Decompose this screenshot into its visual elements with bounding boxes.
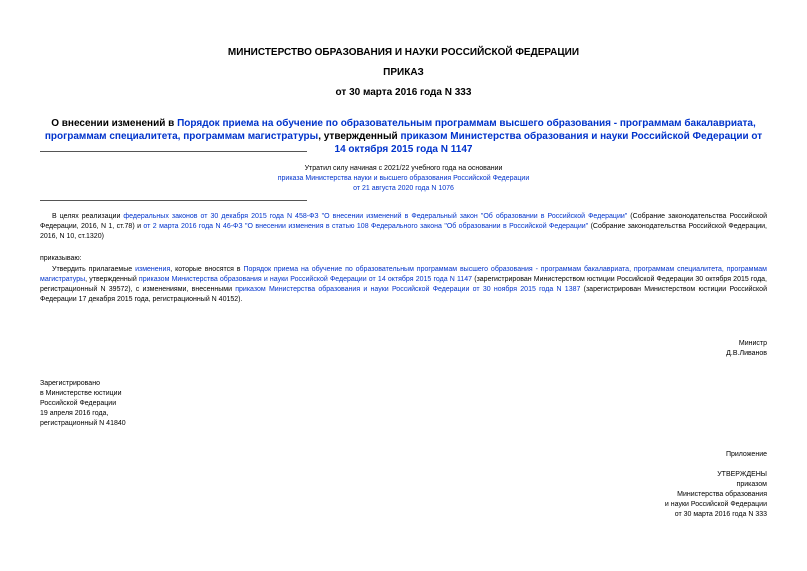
appendix-line-2: Министерства образования xyxy=(677,491,767,498)
registration-line-4: 19 апреля 2016 года, xyxy=(40,410,109,417)
title-prefix: О внесении изменений в xyxy=(51,118,178,129)
registration-line-5: регистрационный N 41840 xyxy=(40,420,126,427)
appendix-line-4: от 30 марта 2016 года N 333 xyxy=(674,511,767,518)
order-word: приказываю: xyxy=(40,255,82,262)
preamble-link-458fz[interactable]: федеральных законов от 30 декабря 2015 года N 458-ФЗ "О внесении изменений в Федеральный закон "Об образовании в Российской Федерации" xyxy=(123,213,628,220)
preamble-link-46fz[interactable]: от 2 марта 2016 года N 46-ФЗ "О внесении изменения в статью 108 Федерального закона "Об образовании в Российской Федерации" xyxy=(143,223,589,230)
appendix-approval-block xyxy=(665,470,767,520)
status-link-date[interactable]: от 21 августа 2020 года N 1076 xyxy=(353,185,454,192)
order-link-1387[interactable]: приказом Министерства образования и науки Российской Федерации от 30 ноября 2015 года N 1387 xyxy=(235,286,581,293)
appendix-label: Приложение xyxy=(725,451,767,458)
signature-position: Министр xyxy=(738,340,767,347)
document-type: ПРИКАЗ xyxy=(383,67,424,78)
appendix-line-3: и науки Российской Федерации xyxy=(664,501,767,508)
divider-top xyxy=(40,151,307,152)
divider-bottom xyxy=(40,200,307,201)
signature-block xyxy=(726,339,767,359)
ministry-heading: МИНИСТЕРСТВО ОБРАЗОВАНИЯ И НАУКИ РОССИЙСКОЙ ФЕДЕРАЦИИ xyxy=(227,47,580,58)
title-link-order-1147[interactable]: приказом Министерства образования и науки Российской Федерации от 14 октября 2015 года N 1147 xyxy=(334,131,763,155)
appendix-line-1: приказом xyxy=(736,481,767,488)
preamble-text-3: (Собрание законодательства Российской Федерации, 2016, N 10, ст.1320) xyxy=(40,223,767,240)
signature-name: Д.В.Ливанов xyxy=(726,350,767,357)
order-text-2: , которые вносятся в xyxy=(170,266,244,273)
registration-line-2: в Министерстве юстиции xyxy=(40,390,122,397)
title-middle: , утвержденный xyxy=(318,131,401,142)
order-text-5: (зарегистрирован Министерством юстиции Российской Федерации 17 декабря 2015 года, регистрационный N 40152). xyxy=(40,286,767,303)
order-text-4: (зарегистрирован Министерством юстиции Российской Федерации 30 октября 2015 года, регистрационный N 39572), с изменениями, внесенными xyxy=(40,276,767,293)
title-link-procedure[interactable]: Порядок приема на обучение по образовательным программам высшего образования - программам бакалавриата, программам специалитета, программам магистратуры xyxy=(44,118,756,142)
order-link-changes[interactable]: изменения xyxy=(135,266,171,273)
status-note xyxy=(0,164,807,194)
order-link-procedure[interactable]: Порядок приема на обучение по образовательным программам высшего образования - программам бакалавриата, программам специалитета, программам магистратуры xyxy=(40,266,767,283)
registration-line-3: Российской Федерации xyxy=(40,400,117,407)
status-text: Утратил силу начиная с 2021/22 учебного года на основании xyxy=(304,165,503,172)
order-text-1: Утвердить прилагаемые xyxy=(52,266,136,273)
status-link-order[interactable]: приказа Министерства науки и высшего образования Российской Федерации xyxy=(277,175,530,182)
preamble-text-1: В целях реализации xyxy=(52,213,124,220)
registration-block xyxy=(40,379,126,429)
preamble-text-2: (Собрание законодательства Российской Федерации, 2016, N 1, ст.78) и xyxy=(40,213,768,230)
order-text-3: , утвержденный xyxy=(85,276,139,283)
registration-line-1: Зарегистрировано xyxy=(40,380,100,387)
document-date-number: от 30 марта 2016 года N 333 xyxy=(335,87,472,98)
preamble-paragraph xyxy=(40,212,767,242)
order-link-1147[interactable]: приказом Министерства образования и науки Российской Федерации от 14 октября 2015 года N 1147 xyxy=(138,276,473,283)
appendix-approved: УТВЕРЖДЕНЫ xyxy=(717,471,767,478)
order-paragraph xyxy=(40,265,767,305)
